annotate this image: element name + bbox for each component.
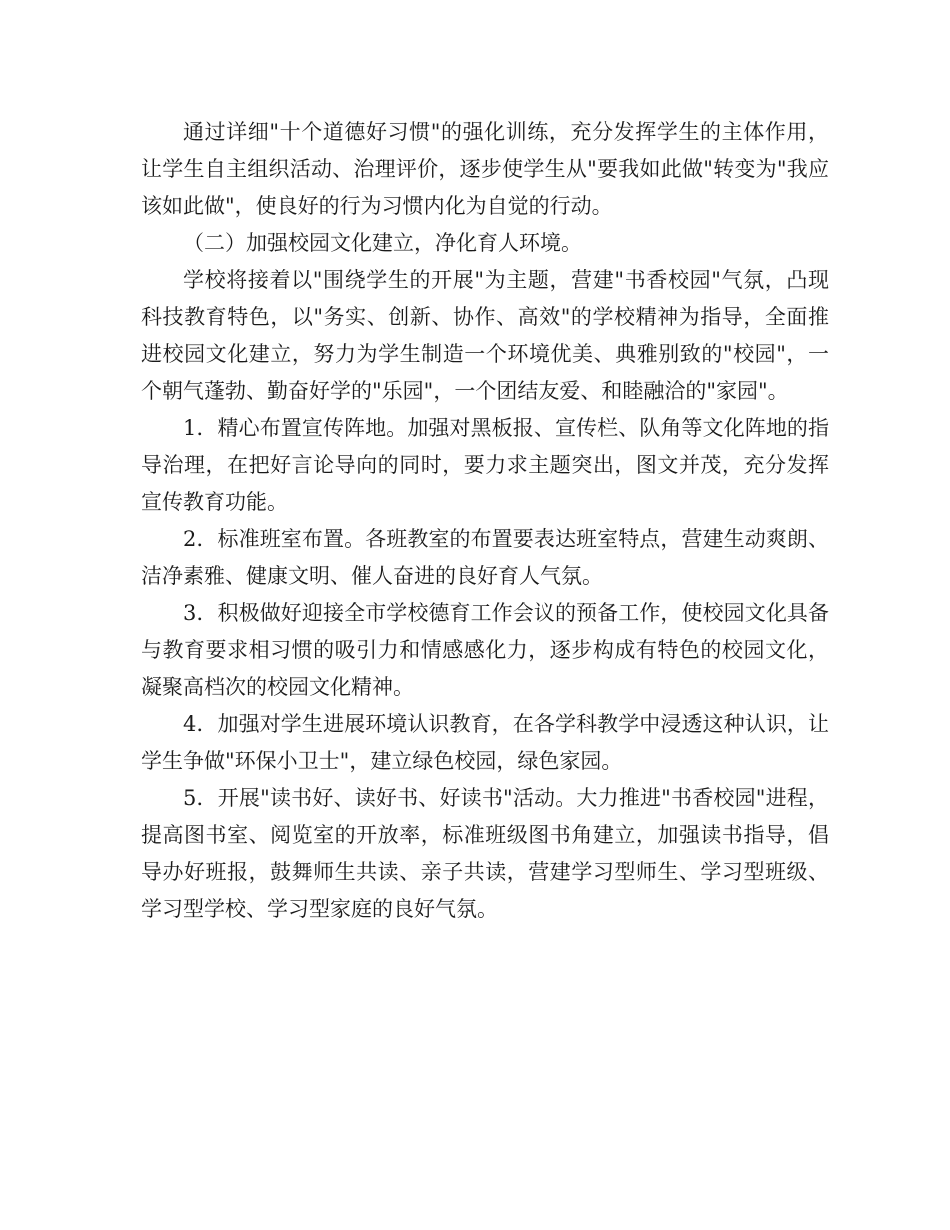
list-item-3: 3．积极做好迎接全市学校德育工作会议的预备工作，使校园文化具备与教育要求相习惯的吸引力和情感感化力，逐步构成有特色的校园文化，凝聚高档次的校园文化精神。 [141, 601, 829, 699]
list-item-5: 5．开展"读书好、读好书、好读书"活动。大力推进"书香校园"进程，提高图书室、阅览室的开放率，标准班级图书角建立，加强读书指导，倡导办好班报，鼓舞师生共读、亲子共读，营建学习型师生、学习型班级、学习型学校、学习型家庭的良好气氛。 [141, 786, 829, 921]
paragraph-habits: 通过详细"十个道德好习惯"的强化训练，充分发挥学生的主体作用，让学生自主组织活动、治理评价，逐步使学生从"要我如此做"转变为"我应该如此做"，使良好的行为习惯内化为自觉的行动。 [141, 120, 829, 218]
section-heading-campus-culture: （二）加强校园文化建立，净化育人环境。 [183, 231, 582, 255]
list-item-1: 1．精心布置宣传阵地。加强对黑板报、宣传栏、队角等文化阵地的指导治理，在把好言论导向的同时，要力求主题突出，图文并茂，充分发挥宣传教育功能。 [141, 416, 829, 514]
paragraph-campus-culture-intro: 学校将接着以"围绕学生的开展"为主题，营建"书香校园"气氛，凸现科技教育特色，以"务实、创新、协作、高效"的学校精神为指导，全面推进校园文化建立，努力为学生制造一个环境优美、典雅别致的"校园"，一个朝气蓬勃、勤奋好学的"乐园"，一个团结友爱、和睦融洽的"家园"。 [141, 268, 829, 403]
list-item-2: 2．标准班室布置。各班教室的布置要表达班室特点，营建生动爽朗、洁净素雅、健康文明、催人奋进的良好育人气氛。 [141, 527, 829, 588]
document-body [141, 114, 829, 928]
list-item-4: 4．加强对学生进展环境认识教育，在各学科教学中浸透这种认识，让学生争做"环保小卫士"，建立绿色校园，绿色家园。 [141, 712, 829, 773]
